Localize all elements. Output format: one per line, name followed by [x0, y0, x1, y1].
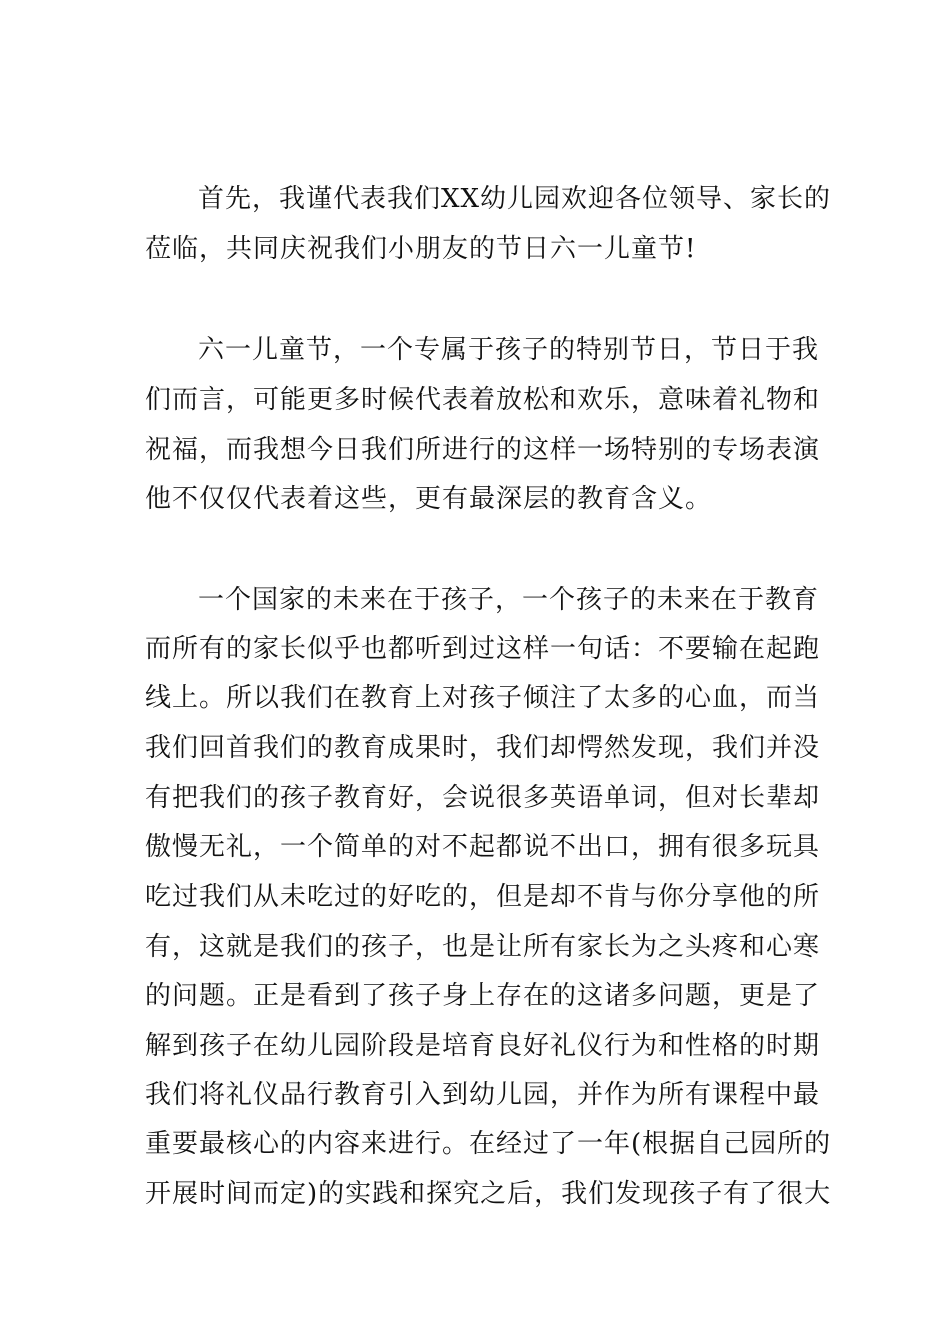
paragraph-3-line-6: 傲慢无礼，一个简单的对不起都说不出口，拥有很多玩具	[145, 832, 821, 862]
paragraph-3-line-3: 线上。所以我们在教育上对孩子倾注了太多的心血，而当	[145, 683, 821, 713]
paragraph-3-line-10: 解到孩子在幼儿园阶段是培育良好礼仪行为和性格的时期	[145, 1031, 821, 1061]
paragraph-1-line-2: 莅临，共同庆祝我们小朋友的节日六一儿童节!	[145, 234, 697, 264]
paragraph-3-line-11: 我们将礼仪品行教育引入到幼儿园，并作为所有课程中最	[145, 1080, 821, 1110]
paragraph-2-line-2: 们而言，可能更多时候代表着放松和欢乐，意味着礼物和	[145, 385, 821, 415]
paragraph-3-line-5: 有把我们的孩子教育好，会说很多英语单词，但对长辈却	[145, 783, 821, 813]
paragraph-2-line-1: 六一儿童节，一个专属于孩子的特别节日，节日于我	[198, 335, 820, 365]
paragraph-3-line-7: 吃过我们从未吃过的好吃的，但是却不肯与你分享他的所	[145, 882, 821, 912]
paragraph-1-line-1: 首先，我谨代表我们XX幼儿园欢迎各位领导、家长的	[198, 184, 832, 214]
paragraph-3-line-4: 我们回首我们的教育成果时，我们却愕然发现，我们并没	[145, 733, 821, 763]
paragraph-3-line-1: 一个国家的未来在于孩子，一个孩子的未来在于教育	[198, 585, 820, 615]
paragraph-3-line-9: 的问题。正是看到了孩子身上存在的这诸多问题，更是了	[145, 981, 821, 1011]
paragraph-3-line-8: 有，这就是我们的孩子，也是让所有家长为之头疼和心寒	[145, 932, 821, 962]
paragraph-3-line-12: 重要最核心的内容来进行。在经过了一年(根据自己园所的	[145, 1129, 832, 1159]
paragraph-3-line-2: 而所有的家长似乎也都听到过这样一句话：不要输在起跑	[145, 634, 821, 664]
paragraph-3-line-13: 开展时间而定)的实践和探究之后，我们发现孩子有了很大	[145, 1179, 832, 1209]
paragraph-2-line-4: 他不仅仅代表着这些，更有最深层的教育含义。	[145, 484, 713, 514]
paragraph-2-line-3: 祝福，而我想今日我们所进行的这样一场特别的专场表演	[145, 435, 821, 465]
